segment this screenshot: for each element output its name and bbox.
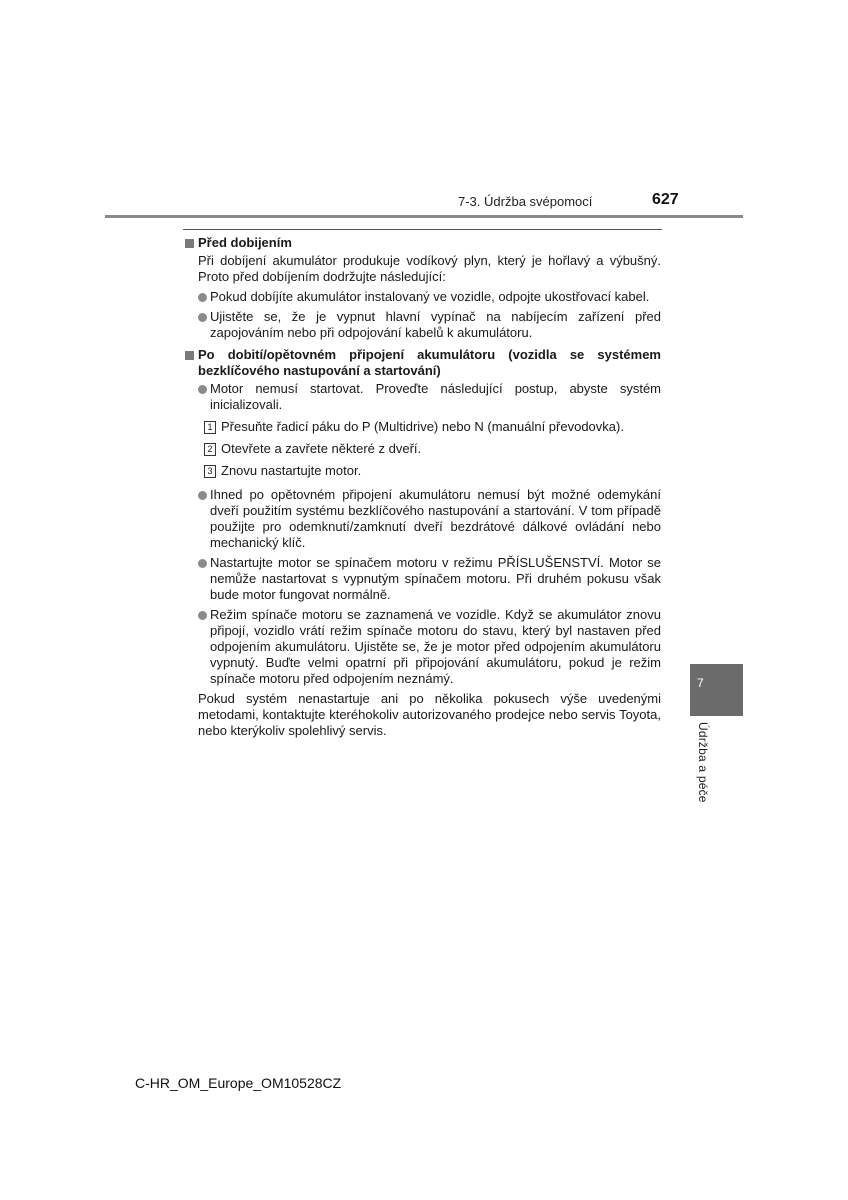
bullet-text: Pokud dobíjíte akumulátor instalovaný ve vozidle, odpojte ukostřovací kabel.	[210, 289, 650, 304]
chapter-tab	[690, 664, 743, 716]
step-text: Přesuňte řadicí páku do P (Multidrive) nebo N (manuální převodovka).	[221, 419, 624, 434]
bullet-text: Nastartujte motor se spínačem motoru v režimu PŘÍSLUŠENSTVÍ. Motor se nemůže nastartovat s vypnutým spínačem motoru. Při druhém pokusu však bude motor fungovat normálně.	[210, 555, 661, 602]
bullet-text: Ihned po opětovném připojení akumulátoru nemusí být možné odemykání dveří použitím systému bezklíčového nastupování a startování. V tom případě použijte pro odemknutí/zamknutí dveří bezdrátové dálkové ovládání nebo mechanický klíč.	[210, 487, 661, 550]
step-number-box: 2	[204, 443, 216, 456]
list-item	[185, 309, 661, 341]
square-bullet-icon	[185, 351, 194, 360]
list-item	[185, 555, 661, 603]
round-bullet-icon	[198, 293, 207, 302]
bullet-text: Motor nemusí startovat. Proveďte následující postup, abyste systém inicializovali.	[210, 381, 661, 412]
round-bullet-icon	[198, 559, 207, 568]
closing-paragraph: Pokud systém nenastartuje ani po několika pokusech výše uvedenými metodami, kontaktujte kteréhokoliv autorizovaného prodejce nebo servis Toyota, nebo kterýkoliv spolehlivý servis.	[198, 691, 661, 738]
step-text: Otevřete a zavřete některé z dveří.	[221, 441, 422, 456]
page-number: 627	[652, 191, 679, 208]
heading-text: Před dobijením	[198, 235, 292, 250]
step-number-box: 1	[204, 421, 216, 434]
heading-text: Po dobití/opětovném připojení akumulátoru (vozidla se systémem bezklíčového nastupování a startování)	[198, 347, 661, 378]
list-item	[185, 607, 661, 687]
round-bullet-icon	[198, 313, 207, 322]
bullet-text: Ujistěte se, že je vypnut hlavní vypínač na nabíjecím zařízení před zapojováním nebo při odpojování kabelů k akumulátoru.	[210, 309, 661, 340]
chapter-label: Údržba a péče	[696, 722, 710, 803]
document-code: C-HR_OM_Europe_OM10528CZ	[135, 1075, 342, 1091]
chapter-number: 7	[697, 676, 704, 690]
intro-paragraph: Při dobíjení akumulátor produkuje vodíkový plyn, který je hořlavý a výbušný. Proto před dobíjením dodržujte následující:	[198, 253, 661, 284]
step-text: Znovu nastartujte motor.	[221, 463, 362, 478]
step-item	[185, 441, 661, 457]
list-item	[185, 381, 661, 413]
list-item	[185, 289, 661, 305]
step-number-box: 3	[204, 465, 216, 478]
square-bullet-icon	[185, 239, 194, 248]
round-bullet-icon	[198, 385, 207, 394]
page-content	[185, 235, 661, 739]
round-bullet-icon	[198, 611, 207, 620]
list-item	[185, 487, 661, 551]
heading-before-charging	[185, 235, 661, 251]
heading-after-reconnect	[185, 347, 661, 379]
section-title: 7-3. Údržba svépomocí	[458, 194, 593, 209]
step-item	[185, 463, 661, 479]
step-item	[185, 419, 661, 435]
bullet-text: Režim spínače motoru se zaznamená ve vozidle. Když se akumulátor znovu připojí, vozidlo vrátí režim spínače motoru do stavu, který byl nastaven před odpojením akumulátoru. Ujistěte se, že je motor před odpojením akumulátoru vypnutý. Buďte velmi opatrní při připojování akumulátoru, pokud je režim spínače motoru před odpojením neznámý.	[210, 607, 661, 686]
round-bullet-icon	[198, 491, 207, 500]
content-top-rule	[183, 229, 662, 230]
header-rule	[105, 215, 743, 218]
